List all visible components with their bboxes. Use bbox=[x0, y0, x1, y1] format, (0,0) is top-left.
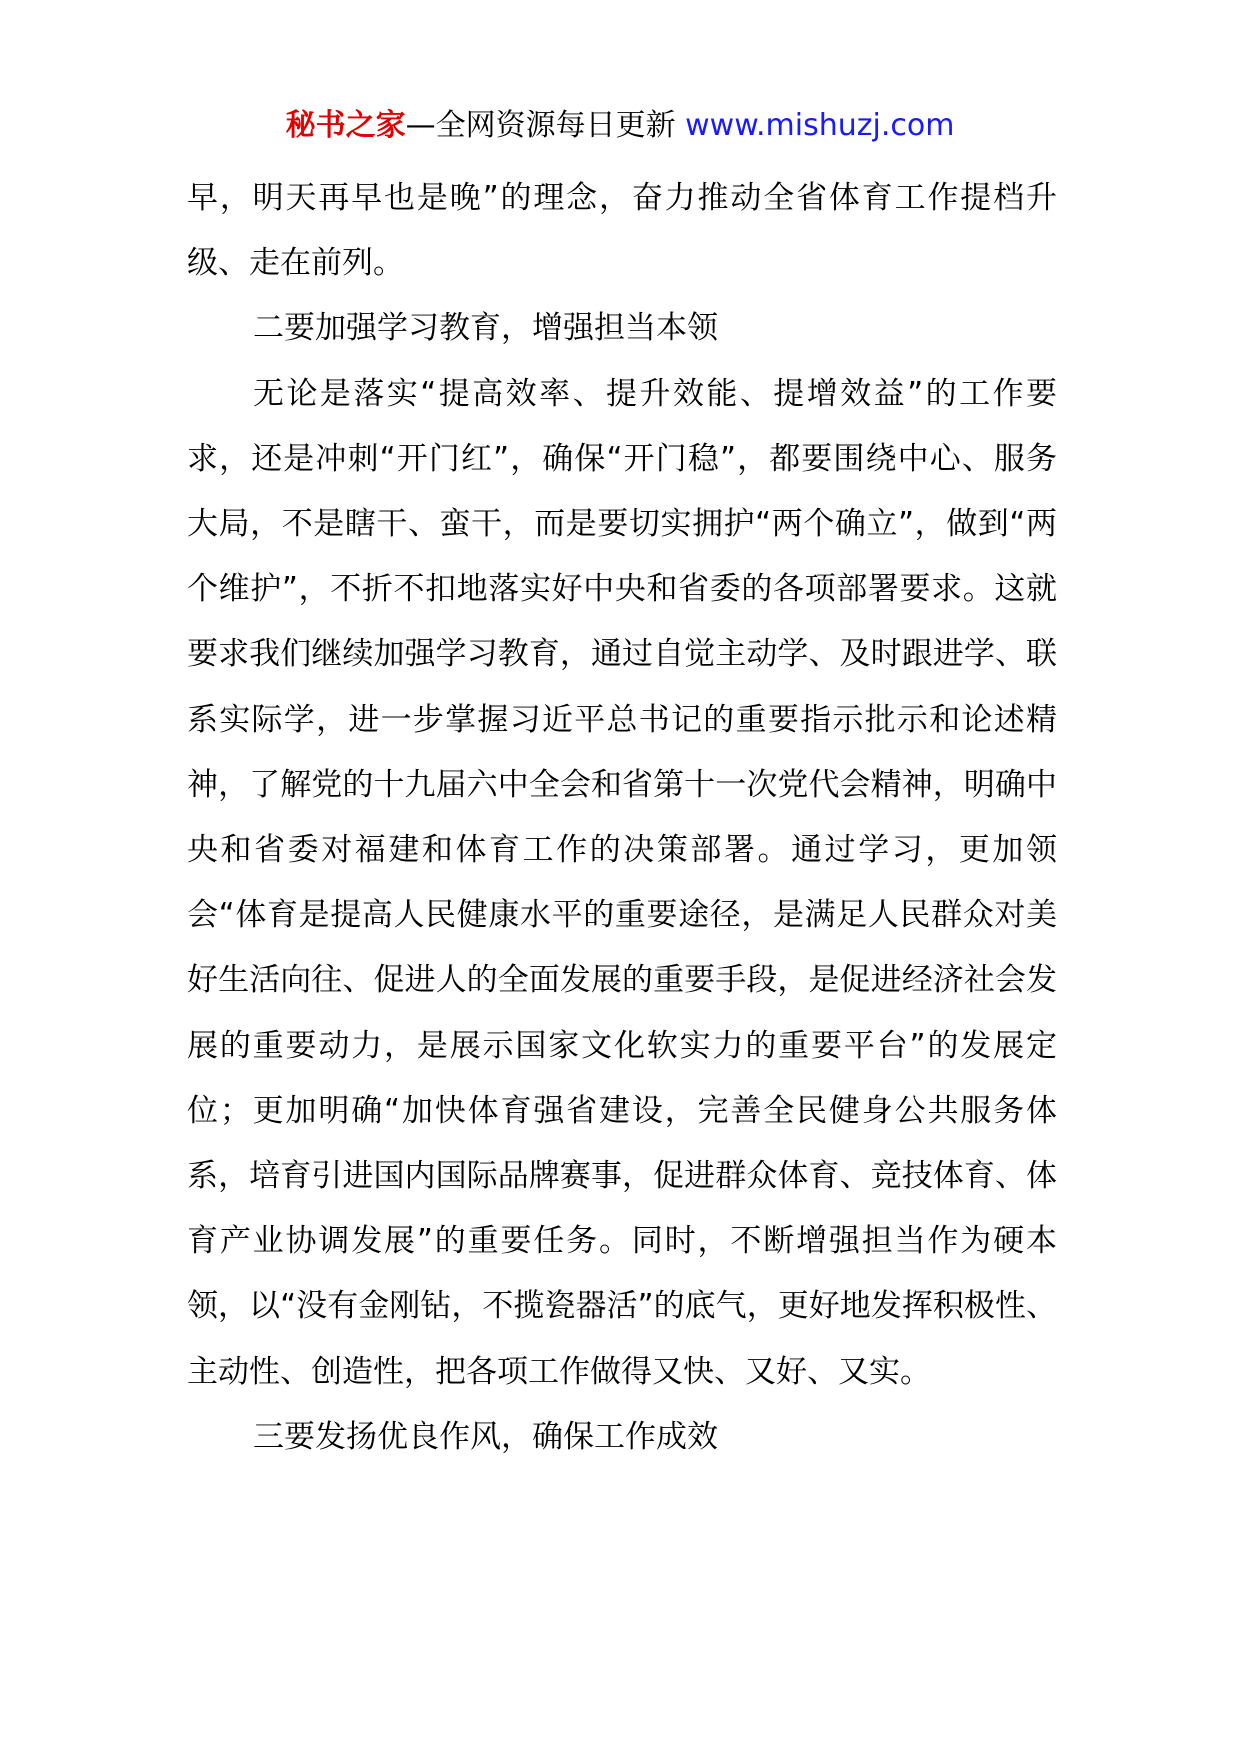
section-heading-2: 二要加强学习教育，增强担当本领 bbox=[253, 310, 718, 347]
header-brand: 秘书之家 bbox=[285, 108, 406, 143]
header-url[interactable]: www.mishuzj.com bbox=[685, 108, 955, 143]
document-body bbox=[187, 166, 1057, 1470]
paragraph-continuation: 早，明天再早也是晚”的理念，奋力推动全省体育工作提档升级、走在前列。 bbox=[187, 180, 1057, 282]
paragraph-body: 无论是落实“提高效率、提升效能、提增效益”的工作要求，还是冲刺“开门红”，确保“开门稳”，都要围绕中心、服务大局，不是瞎干、蛮干，而是要切实拥护“两个确立”，做到“两个维护”，不折不扣地落实好中央和省委的各项部署要求。这就要求我们继续加强学习教育，通过自觉主动学、及时跟进学、联系实际学，进一步掌握习近平总书记的重要指示批示和论述精神，了解党的十九届六中全会和省第十一次党代会精神，明确中央和省委对福建和体育工作的决策部署。通过学习，更加领会“体育是提高人民健康水平的重要途径，是满足人民群众对美好生活向往、促进人的全面发展的重要手段，是促进经济社会发展的重要动力，是展示国家文化软实力的重要平台”的发展定位；更加明确“加快体育强省建设，完善全民健身公共服务体系，培育引进国内国际品牌赛事，促进群众体育、竞技体育、体育产业协调发展”的重要任务。同时，不断增强担当作为硬本领，以“没有金刚钻，不揽瓷器活”的底气，更好地发挥积极性、主动性、创造性，把各项工作做得又快、又好、又实。 bbox=[187, 375, 1057, 1390]
section-heading-3: 三要发扬优良作风，确保工作成效 bbox=[253, 1418, 718, 1455]
header-tagline: —全网资源每日更新 bbox=[405, 108, 686, 143]
page-header bbox=[0, 104, 1240, 148]
